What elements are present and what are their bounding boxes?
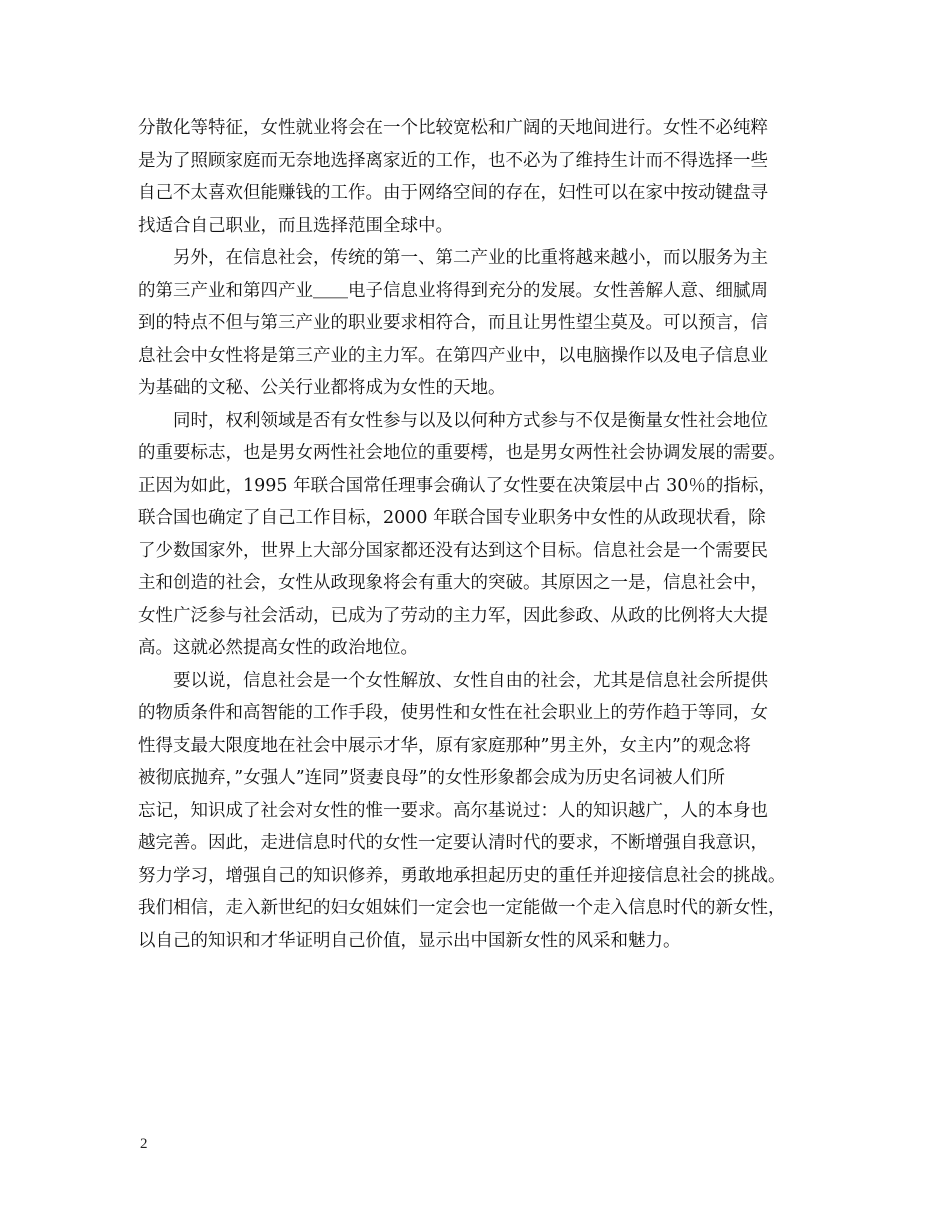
text-line: 为基础的文秘、公关行业都将成为女性的天地。	[138, 378, 506, 398]
text-line: 性得支最大限度地在社会中展示才华，原有家庭那种”男主外，女主内”的观念将	[138, 735, 751, 756]
text-line: 越完善。因此，走进信息时代的女性一定要认清时代的要求，不断增强自我意识，	[138, 833, 768, 853]
text-line: 女性广泛参与社会活动，已成为了劳动的主力军，因此参政、从政的比例将大大提	[138, 605, 768, 626]
text-line: 努力学习，增强自己的知识修养，勇敢地承担起历史的重任并迎接信息社会的挑战。	[138, 865, 786, 886]
text-line: 被彻底抛弃，”女强人”连同”贤妻良母”的女性形象都会成为历史名词被人们所	[138, 768, 726, 788]
text-line: 的重要标志，也是男女两性社会地位的重要樗，也是男女两性社会协调发展的需要。	[138, 443, 786, 463]
text-line: 正因为如此，1995 年联合国常任理事会确认了女性要在决策层中占 30％的指标，	[138, 475, 776, 496]
text-line: 是为了照顾家庭而无奈地选择离家近的工作，也不必为了维持生计而不得选择一些	[138, 150, 768, 171]
text-line: 息社会中女性将是第三产业的主力军。在第四产业中，以电脑操作以及电子信息业	[138, 345, 768, 366]
text-line: 以自己的知识和才华证明自己价值，显示出中国新女性的风采和魅力。	[138, 930, 681, 951]
text-line: 另外，在信息社会，传统的第一、第二产业的比重将越来越小，而以服务为主	[138, 248, 768, 268]
text-line: 高。这就必然提高女性的政治地位。	[138, 638, 418, 658]
text-line: 主和创造的社会，女性从政现象将会有重大的突破。其原因之一是，信息社会中，	[138, 573, 768, 593]
text-line: 了少数国家外，世界上大部分国家都还没有达到这个目标。信息社会是一个需要民	[138, 540, 768, 561]
text-line: 的第三产业和第四产业＿＿电子信息业将得到充分的发展。女性善解人意、细腻周	[138, 280, 768, 301]
text-line: 找适合自己职业，而且选择范围全球中。	[138, 215, 453, 236]
text-line: 同时，权利领域是否有女性参与以及以何种方式参与不仅是衡量女性社会地位	[138, 410, 768, 431]
body-text	[138, 112, 818, 957]
text-line: 我们相信，走入新世纪的妇女姐妹们一定会也一定能做一个走入信息时代的新女性，	[138, 898, 786, 918]
text-line: 的物质条件和高智能的工作手段，使男性和女性在社会职业上的劳作趋于等同，女	[138, 703, 768, 723]
text-line: 忘记，知识成了社会对女性的惟一要求。高尔基说过：人的知识越广，人的本身也	[138, 800, 768, 821]
text-line: 要以说，信息社会是一个女性解放、女性自由的社会，尤其是信息社会所提供	[138, 670, 768, 691]
page-number: 2	[140, 1136, 148, 1152]
text-line: 自己不太喜欢但能赚钱的工作。由于网络空间的存在，妇性可以在家中按动键盘寻	[138, 183, 768, 203]
text-line: 分散化等特征，女性就业将会在一个比较宽松和广阔的天地间进行。女性不必纯粹	[138, 118, 768, 138]
text-line: 联合国也确定了自己工作目标，2000 年联合国专业职务中女性的从政现状看，除	[138, 508, 766, 528]
text-line: 到的特点不但与第三产业的职业要求相符合，而且让男性望尘莫及。可以预言，信	[138, 313, 768, 333]
